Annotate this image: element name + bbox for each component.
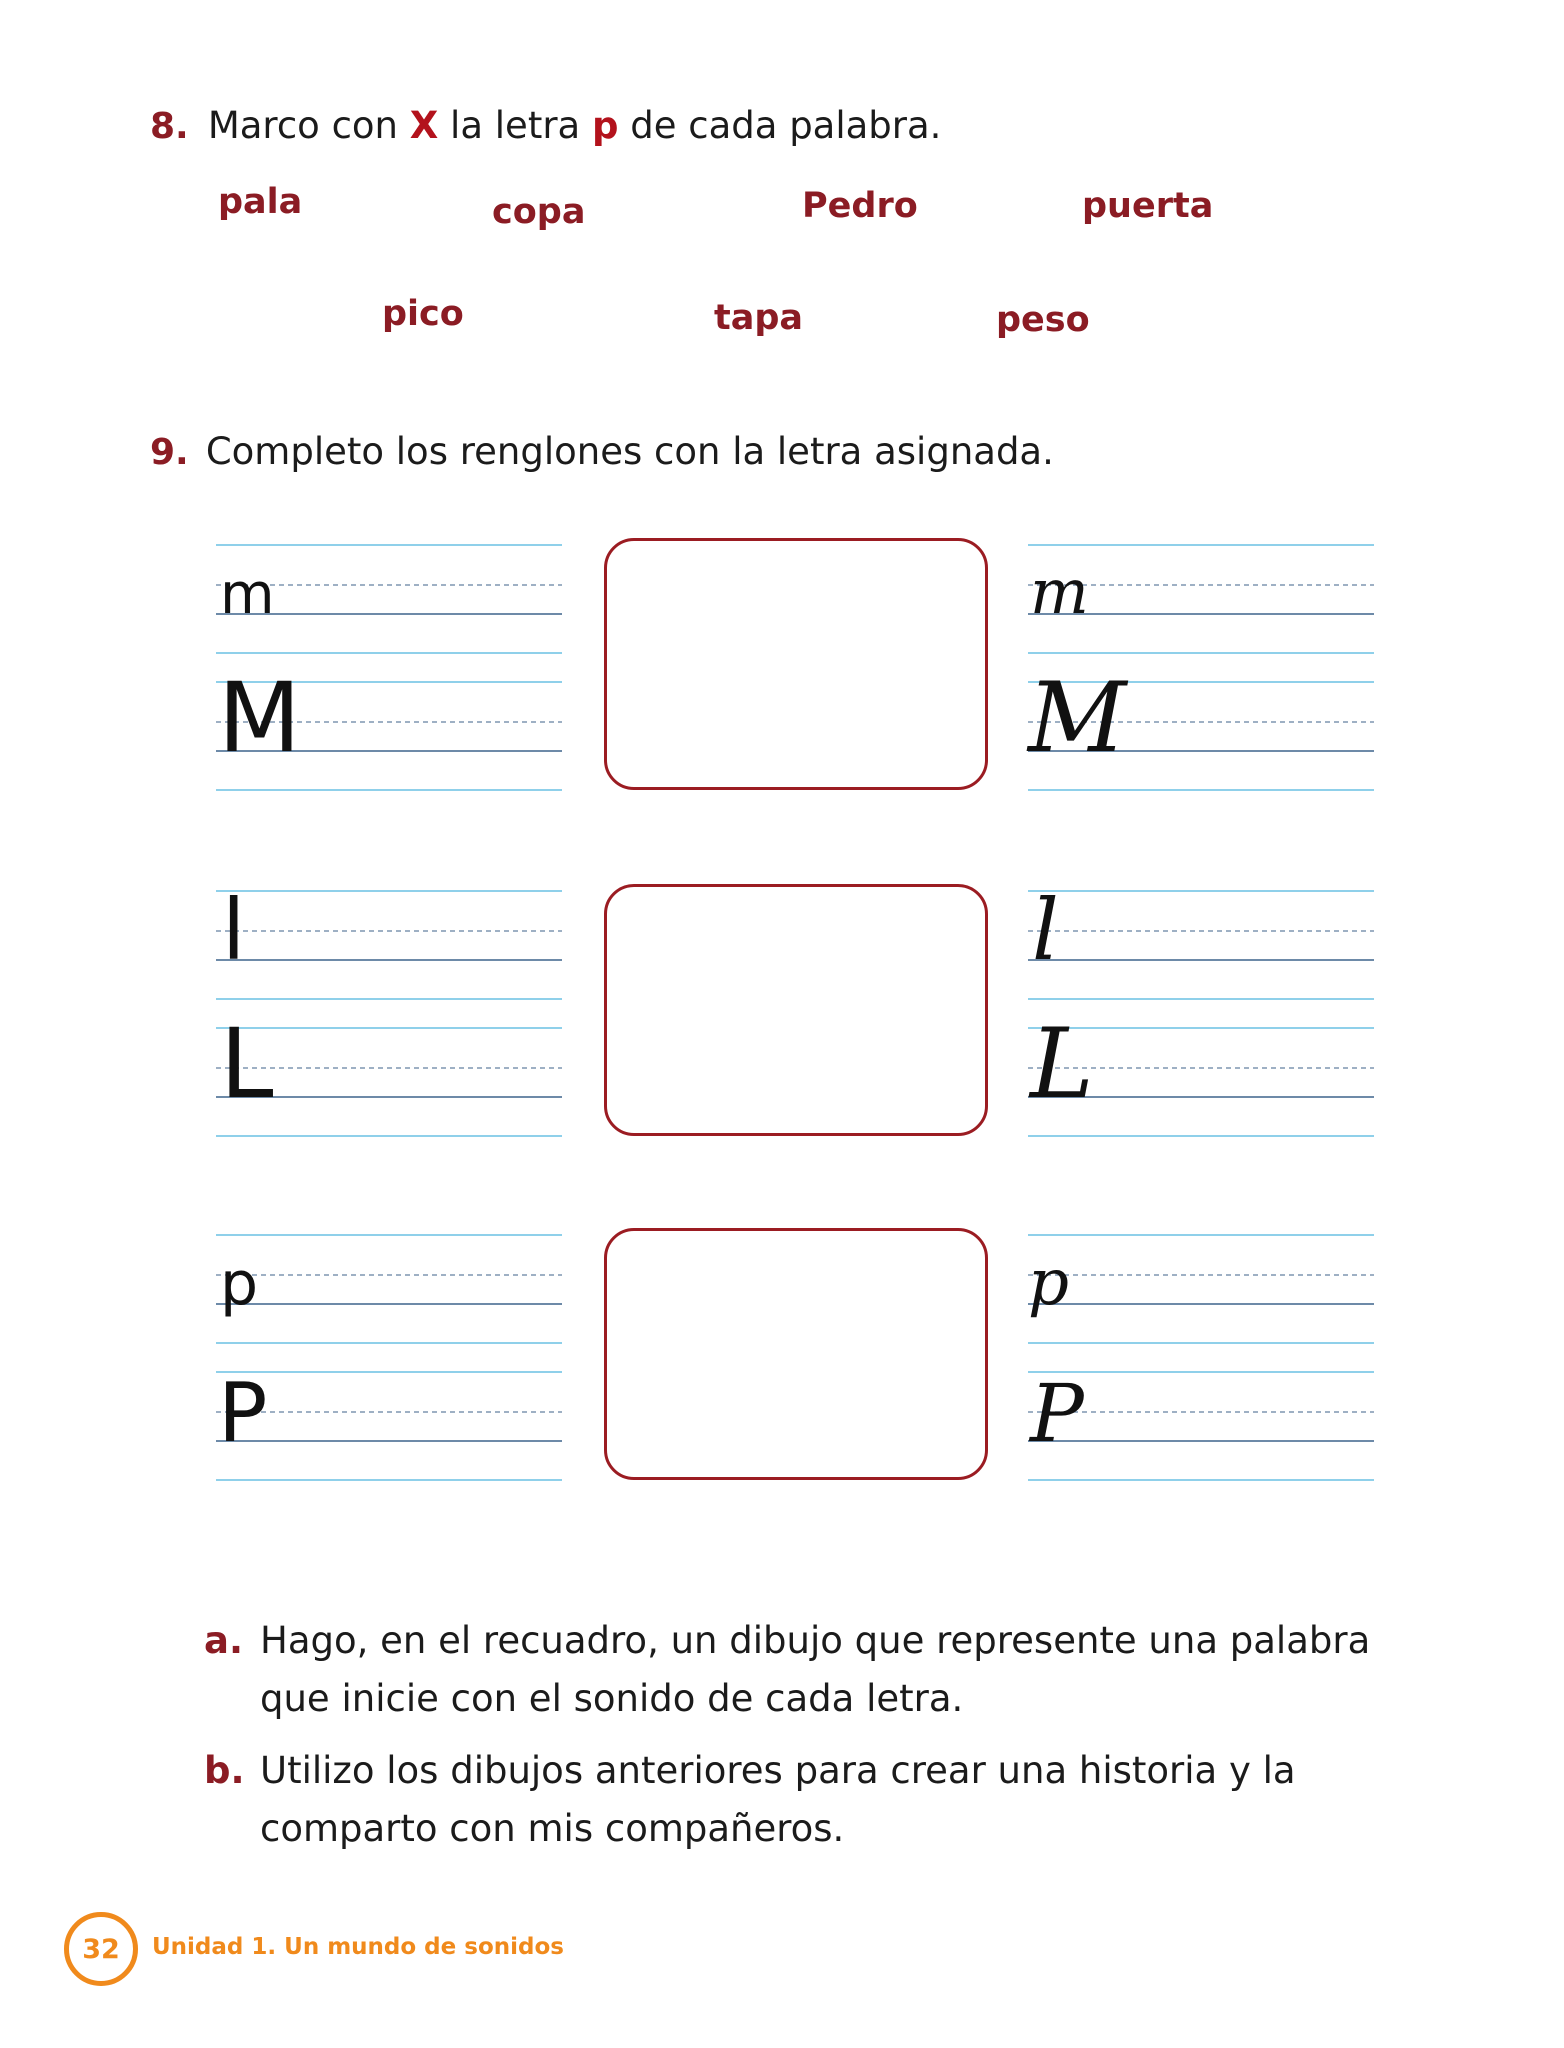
- drawing-box-l[interactable]: [604, 884, 988, 1136]
- sub-item-b-label: b.: [204, 1749, 245, 1792]
- word-copa[interactable]: copa: [492, 192, 586, 232]
- sub-item-a-label: a.: [204, 1619, 244, 1662]
- sub-item-a-line-1: Hago, en el recuadro, un dibujo que represente una palabra: [260, 1619, 1371, 1662]
- print-practice-lines-l[interactable]: [214, 886, 564, 1146]
- exercise-8-text-after: de cada palabra.: [618, 104, 942, 147]
- page-number: 32: [82, 1933, 120, 1965]
- exercise-9-instruction: [150, 430, 1054, 473]
- print-upper-l: L: [220, 1008, 274, 1120]
- print-upper-p: P: [218, 1366, 268, 1461]
- print-practice-lines-p[interactable]: [214, 1230, 564, 1490]
- print-lower-l: l: [222, 886, 246, 979]
- cursive-practice-lines-p[interactable]: [1026, 1230, 1376, 1490]
- print-lower-m: m: [220, 562, 275, 627]
- exercise-8-text-before: Marco con: [207, 104, 410, 147]
- cursive-upper-m: M: [1028, 662, 1127, 774]
- exercise-9-number: 9.: [150, 432, 189, 473]
- sub-item-a-line-2: que inicie con el sonido de cada letra.: [260, 1677, 964, 1720]
- sub-item-b: [204, 1742, 1410, 1858]
- cursive-lower-p: p: [1028, 1246, 1069, 1320]
- print-upper-m: M: [218, 662, 301, 774]
- unit-title: Unidad 1. Un mundo de sonidos: [152, 1934, 564, 1960]
- exercise-9-text: Completo los renglones con la letra asignada.: [205, 430, 1054, 473]
- drawing-box-p[interactable]: [604, 1228, 988, 1480]
- cursive-lower-m: m: [1030, 555, 1089, 628]
- sub-item-b-line-1: Utilizo los dibujos anteriores para crear una historia y la: [260, 1749, 1296, 1792]
- cursive-practice-lines-l[interactable]: [1026, 886, 1376, 1146]
- page-number-badge: [64, 1912, 138, 1986]
- word-pala[interactable]: pala: [218, 182, 303, 222]
- exercise-8-instruction: [150, 104, 941, 147]
- exercise-8-text-middle: la letra: [438, 104, 592, 147]
- exercise-8-letter: p: [591, 104, 619, 147]
- word-pico[interactable]: pico: [382, 294, 464, 334]
- word-tapa[interactable]: tapa: [714, 298, 804, 338]
- word-peso[interactable]: peso: [996, 300, 1090, 340]
- print-lower-p: p: [220, 1249, 259, 1319]
- sub-item-a: [204, 1612, 1410, 1728]
- exercise-8-number: 8.: [150, 106, 189, 147]
- cursive-practice-lines-m[interactable]: [1026, 540, 1376, 800]
- drawing-box-m[interactable]: [604, 538, 988, 790]
- sub-item-b-line-2: comparto con mis compañeros.: [260, 1807, 845, 1850]
- word-puerta[interactable]: puerta: [1082, 186, 1214, 226]
- cursive-upper-l: L: [1030, 1008, 1094, 1120]
- word-pedro[interactable]: Pedro: [802, 186, 918, 226]
- exercise-8-mark: X: [409, 104, 439, 147]
- print-practice-lines-m[interactable]: [214, 540, 564, 800]
- cursive-lower-l: l: [1032, 886, 1059, 979]
- cursive-upper-p: P: [1030, 1367, 1084, 1460]
